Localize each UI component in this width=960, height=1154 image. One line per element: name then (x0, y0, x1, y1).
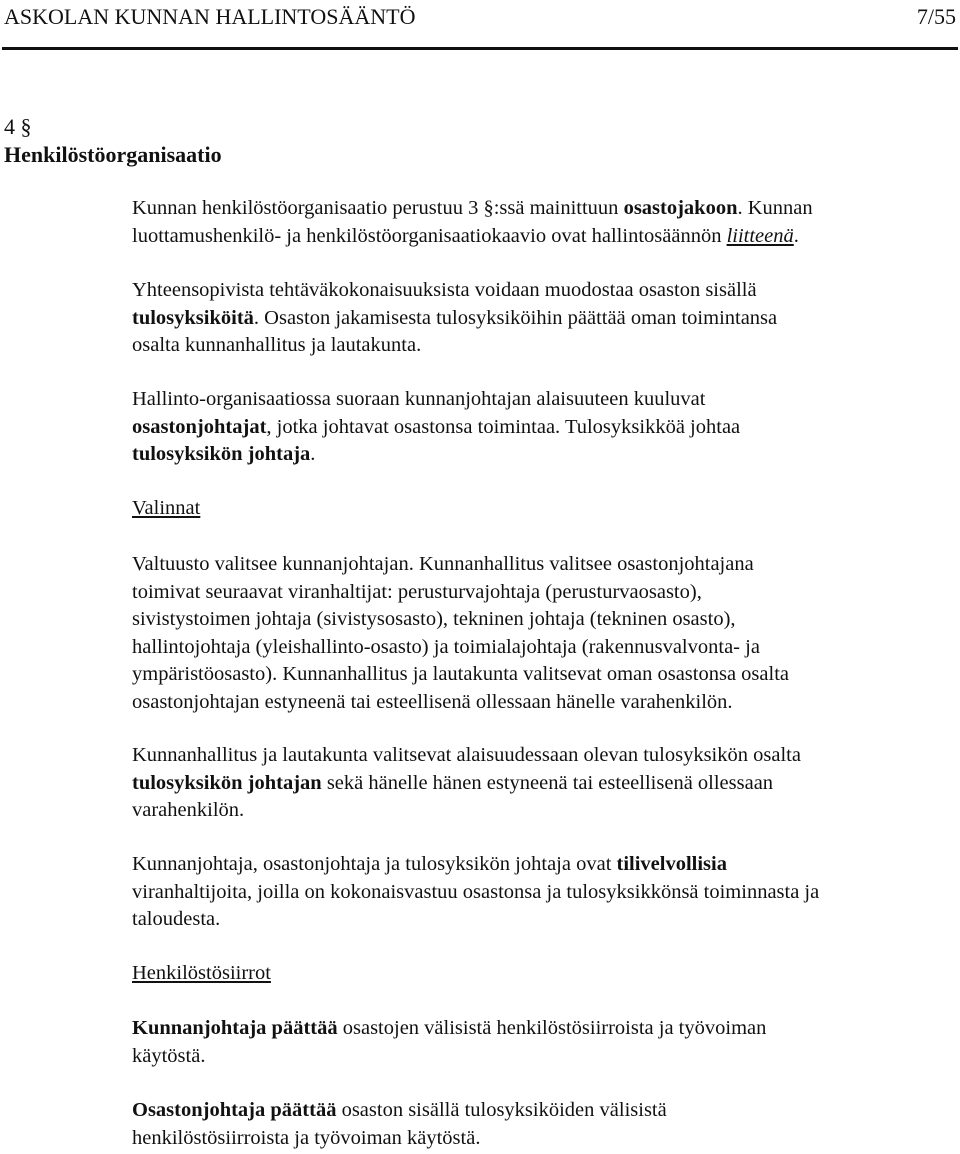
subheading-valinnat: Valinnat (132, 497, 201, 519)
bold-term-tulosyksikon-johtajan: tulosyksikön johtajan (132, 771, 322, 794)
text-line: käytöstä. (132, 1044, 206, 1067)
paragraph-organisation (132, 195, 932, 250)
appendix-link[interactable]: liitteenä (726, 224, 794, 247)
paragraph-tulosyksikon-valinta (132, 742, 932, 825)
text-line: Yhteensopivista tehtäväkokonaisuuksista voidaan muodostaa osaston sisällä (132, 279, 757, 301)
text-line: Kunnanhallitus ja lautakunta valitsevat alaisuudessaan olevan tulosyksikön osalta (132, 744, 801, 766)
page-number: 7/55 (916, 4, 956, 29)
bold-term-osastonjohtajat: osastonjohtajat (132, 415, 267, 438)
paragraph-kunnanjohtaja-paattaa (132, 1015, 932, 1070)
text-line: ympäristöosasto). Kunnanhallitus ja lautakunta valitsevat oman osastonsa osalta (132, 663, 790, 686)
text-line: sivistystoimen johtaja (sivistysosasto), tekninen johtaja (tekninen osasto), (132, 608, 736, 631)
text-run: Kunnan henkilöstöorganisaatio perustuu 3 §:ssä mainittuun (132, 197, 624, 219)
header-divider (2, 47, 958, 50)
paragraph-hallinto (132, 386, 932, 469)
page-header (4, 0, 956, 40)
text-line (132, 851, 932, 879)
text-line (132, 770, 932, 798)
bold-term-tulosyksikon-johtaja: tulosyksikön johtaja (132, 443, 311, 466)
text-run: osaston sisällä tulosyksiköiden välisistä (336, 1099, 667, 1121)
document-title: ASKOLAN KUNNAN HALLINTOSÄÄNTÖ (4, 4, 416, 29)
text-run: osastojen välisistä henkilöstösiirroista ja työvoiman (337, 1017, 767, 1039)
text-line (132, 195, 932, 223)
bold-term-osastonjohtaja-paattaa: Osastonjohtaja päättää (132, 1099, 337, 1121)
text-line: osastonjohtajan estyneenä tai esteellisenä ollessaan hänelle varahenkilön. (132, 690, 733, 713)
text-run: sekä hänelle hänen estyneenä tai esteellisenä ollessaan (321, 771, 774, 794)
text-line: viranhaltijoita, joilla on kokonaisvastuu osastonsa ja tulosyksikkönsä toiminnasta ja (132, 880, 820, 903)
text-line: taloudesta. (132, 908, 221, 931)
text-line (132, 305, 932, 333)
text-run: . (793, 224, 799, 247)
text-run: Kunnanjohtaja, osastonjohtaja ja tulosyksikön johtaja ovat (132, 853, 617, 875)
text-line (132, 414, 932, 442)
section-number: 4 § (4, 114, 32, 139)
text-run: . Kunnan (737, 197, 813, 219)
paragraph-tilivelvollisuus (132, 851, 932, 934)
bold-term-tulosyksikot: tulosyksiköitä (132, 306, 254, 329)
paragraph-osastonjohtaja-paattaa (132, 1097, 932, 1152)
text-run: . (310, 443, 316, 466)
bold-term-osastojako: osastojakoon (623, 197, 738, 219)
text-line (132, 441, 932, 469)
subheading-henkilostosiirrot: Henkilöstösiirrot (132, 962, 271, 984)
text-line (132, 1097, 932, 1125)
text-line (132, 1015, 932, 1043)
text-line: hallintojohtaja (yleishallinto-osasto) ja toimialajohtaja (rakennusvalvonta- ja (132, 635, 760, 658)
text-line: Valtuusto valitsee kunnanjohtajan. Kunnanhallitus valitsee osastonjohtajana (132, 553, 754, 575)
text-line: osalta kunnanhallitus ja lautakunta. (132, 334, 422, 357)
text-line: varahenkilön. (132, 799, 245, 822)
text-line: toimivat seuraavat viranhaltijat: perusturvajohtaja (perusturvaosasto), (132, 580, 702, 603)
text-run: luottamushenkilö- ja henkilöstöorganisaatiokaavio ovat hallintosäännön (132, 224, 727, 247)
bold-term-kunnanjohtaja-paattaa: Kunnanjohtaja päättää (132, 1017, 338, 1039)
text-run: . Osaston jakamisesta tulosyksiköihin päättää oman toimintansa (253, 306, 778, 329)
paragraph-tulosyksikot (132, 277, 932, 360)
section-title: Henkilöstöorganisaatio (4, 142, 222, 167)
text-run: , jotka johtavat osastonsa toimintaa. Tulosyksikköä johtaa (266, 415, 741, 438)
paragraph-valinnat (132, 551, 932, 717)
text-line: henkilöstösiirroista ja työvoiman käytöstä. (132, 1126, 481, 1149)
text-line: Hallinto-organisaatiossa suoraan kunnanjohtajan alaisuuteen kuuluvat (132, 388, 706, 410)
text-line (132, 223, 932, 251)
bold-term-tilivelvollisia: tilivelvollisia (616, 853, 727, 875)
